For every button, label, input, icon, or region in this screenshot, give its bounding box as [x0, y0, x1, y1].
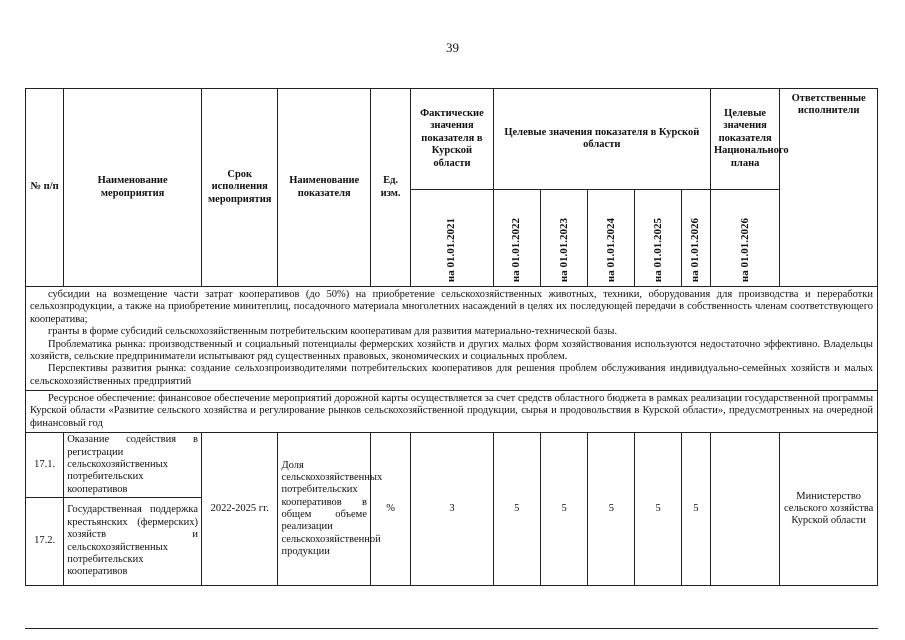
- unit-cell: %: [370, 433, 410, 586]
- text-block-1: [26, 287, 878, 391]
- paragraph-subsidies: субсидии на возмещение части затрат кооперативов (до 50%) на приобретение сельскохозяйственных животных, техники, оборудования для производства и переработки сельхозпродукции, а также на приобретение минитеплиц, посадочного материала многолетних насаждений в целях их последующей передачи в собственность членам соответствующего кооператива;: [30, 289, 873, 325]
- date-national-2026: на 01.01.2026: [710, 190, 779, 287]
- date-2023: на 01.01.2023: [540, 190, 587, 287]
- target-2023-cell: 5: [540, 433, 587, 586]
- paragraph-grants: гранты в форме субсидий сельскохозяйственным потребительским кооперативам для развития материально-технической базы.: [48, 326, 618, 338]
- header-actual-values: Фактические значения показателя в Курской области: [411, 89, 493, 190]
- actual-value-cell: 3: [411, 433, 493, 586]
- header-responsible: Ответственные исполнители: [780, 89, 878, 287]
- date-2022: на 01.01.2022: [493, 190, 540, 287]
- header-target-region: Целевые значения показателя в Курской области: [493, 89, 710, 190]
- page-number: 39: [446, 40, 459, 55]
- target-2022-cell: 5: [493, 433, 540, 586]
- header-num: № п/п: [26, 89, 64, 287]
- row-number-17-1: 17.1.: [26, 433, 64, 498]
- measure-name-17-2: Государственная поддержка крестьянских (фермерских) хозяйств и сельскохозяйственных потребительских кооперативов: [64, 498, 202, 586]
- responsible-cell: Министерство сельского хозяйства Курской области: [780, 433, 878, 586]
- page-bottom-border: [25, 628, 878, 629]
- header-indicator-name: Наименование показателя: [278, 89, 371, 287]
- paragraph-resources: Ресурсное обеспечение: финансовое обеспечение мероприятий дорожной карты осуществляется за счет средств областного бюджета в рамках реализации государственной программы Курской области «Развитие сельского хозяйства и регулирование рынков сельскохозяйственной продукции, сырья и продовольствия в Курской области», предусмотренных на очередной финансовый год: [26, 391, 878, 433]
- text-row-subsidies: [26, 287, 878, 391]
- header-target-national: Целевые значения показателя Национального плана: [710, 89, 779, 190]
- target-2025-cell: 5: [635, 433, 681, 586]
- indicator-cell: Доля сельскохозяйственных потребительских кооперативов в общем объеме реализации сельскохозяйственной продукции: [278, 433, 371, 586]
- header-row-1: [26, 89, 878, 190]
- national-target-cell: [710, 433, 779, 586]
- header-measure-name: Наименование мероприятия: [64, 89, 202, 287]
- date-2025: на 01.01.2025: [635, 190, 681, 287]
- date-2024: на 01.01.2024: [588, 190, 635, 287]
- text-row-resources: [26, 391, 878, 433]
- header-unit: Ед. изм.: [370, 89, 410, 287]
- row-number-17-2: 17.2.: [26, 498, 64, 586]
- paragraph-prospects: Перспективы развития рынка: создание сельхозпроизводителями потребительских кооперативов для решения проблем обслуживания индивидуально-семейных хозяйств и малых сельскохозяйственных предприятий: [30, 363, 873, 387]
- deadline-cell: 2022-2025 гг.: [202, 433, 278, 586]
- paragraph-problems: Проблематика рынка: производственный и социальный потенциалы фермерских хозяйств и других малых форм хозяйствования используются недостаточно эффективно. Владельцы хозяйств, сельские предприниматели испытывают ряд существенных правовых, экономических и социальных проблем.: [30, 338, 873, 362]
- table-row-17-1: [26, 433, 878, 498]
- date-2026: на 01.01.2026: [681, 190, 710, 287]
- date-2021: на 01.01.2021: [411, 190, 493, 287]
- header-deadline: Срок исполнения мероприятия: [202, 89, 278, 287]
- measure-name-17-1: Оказание содействия в регистрации сельскохозяйственных потребительских кооперативов: [64, 433, 202, 498]
- target-2026-cell: 5: [681, 433, 710, 586]
- roadmap-table: [25, 88, 878, 586]
- target-2024-cell: 5: [588, 433, 635, 586]
